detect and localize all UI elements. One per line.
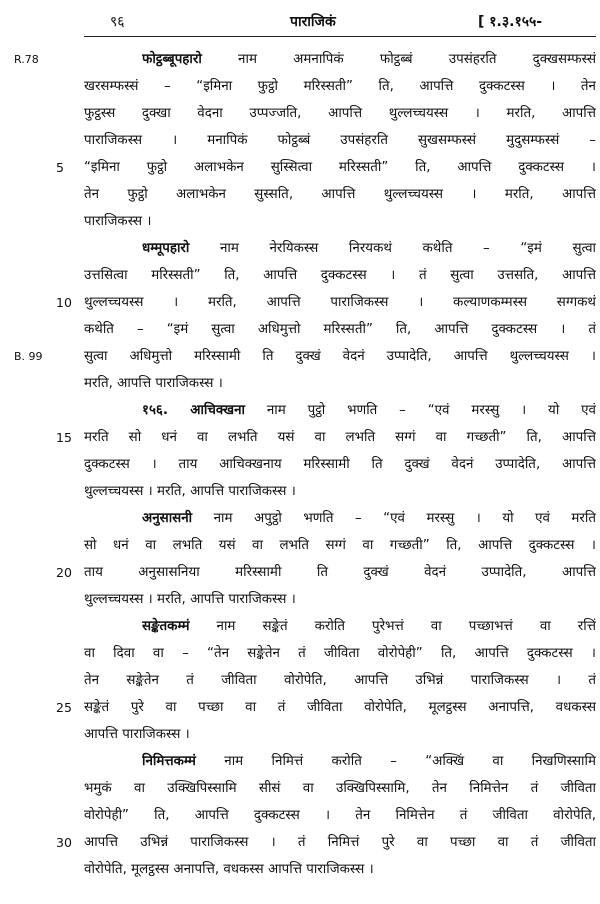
text-run: नाम नेरयिकस्स निरयकथं कथेति – “इमं सुत्वा [189,241,596,256]
text-line: फुट्ठस्स दुक्खा वेदना उप्पज्जति, आपत्ति थुल्लच्चयस्स । मरति, आपत्ति [84,106,596,121]
paragraph-headword: सङ्केतकम्मं [142,619,190,634]
paragraph-headword: निमित्तकम्मं [142,754,196,769]
page-header [0,12,600,38]
text-run: नाम अमनापिकं फोट्ठब्बं उपसंहरति दुक्खसम्फस्सं [201,52,596,67]
text-line: खरसम्फस्सं – “इमिना फुट्ठो मरिस्सती” ति, आपत्ति दुक्कटस्स । तेन [84,79,596,94]
text-line: थुल्लच्चयस्स । मरति, आपत्ति पाराजिकस्स । [84,592,296,607]
text-run: नाम अपुट्ठो भणति – “एवं मरस्सु । यो एवं मरति [192,511,596,526]
running-title: पाराजिकं [290,14,336,30]
line-number: 30 [56,835,72,850]
paragraph-headword: १५६. आचिक्खना [142,403,245,418]
text-line [142,46,596,73]
text-run: नाम सङ्केतं करोति पुरेभत्तं वा पच्छाभत्तं वा रत्तिं [189,619,596,634]
paragraph-headword: फोट्ठब्बूपहारो [142,52,202,67]
text-line [142,505,596,532]
text-line: सो धनं वा लभति यसं वा लभति सग्गं वा गच्छती” ति, आपत्ति दुक्कटस्स । [84,538,596,553]
line-number: 20 [56,565,72,580]
text-line: आपत्ति उभिन्नं पाराजिकस्स । तं निमित्तं पुरे वा पच्छा वा तं जीविता [84,835,596,850]
text-line: कथेति – “इमं सुत्वा अधिमुत्तो मरिस्सती” ति, आपत्ति दुक्कटस्स । तं [84,322,596,337]
text-line: वा दिवा वा – “तेन सङ्केतेन तं जीविता वोरोपेही” ति, आपत्ति दुक्कटस्स । [84,646,596,661]
header-rule [84,36,596,37]
text-line: तेन सङ्केतेन तं जीविता वोरोपेति, आपत्ति उभिन्नं पाराजिकस्स । तं [84,673,596,688]
edition-marker-r78: R.78 [14,53,39,66]
text-line: थुल्लच्चयस्स । मरति, आपत्ति पाराजिकस्स । कल्याणकम्मस्स सग्गकथं [84,295,596,310]
text-line: पाराजिकस्स । मनापिकं फोट्ठब्बं उपसंहरति सुखसम्फस्सं मुदुसम्फस्सं – [84,133,596,148]
text-line: मरति सो धनं वा लभति यसं वा लभति सग्गं वा गच्छती” ति, आपत्ति [84,430,596,445]
text-line: थुल्लच्चयस्स । मरति, आपत्ति पाराजिकस्स । [84,484,296,499]
text-line: सुत्वा अधिमुत्तो मरिस्सामी ति दुक्खं वेदनं उप्पादेति, आपत्ति थुल्लच्चयस्स । [84,349,596,364]
line-number: 15 [56,430,72,445]
text-line [142,397,596,424]
line-number: 5 [56,160,64,175]
line-number: 10 [56,295,72,310]
text-run: नाम पुट्ठो भणति – “एवं मरस्सु । यो एवं [244,403,596,418]
text-line: भमुकं वा उक्खिपिस्सामि सीसं वा उक्खिपिस्सामि, तेन निमित्तेन तं जीविता [84,781,596,796]
text-line [142,748,596,775]
text-line: उत्तसित्वा मरिस्सती” ति, आपत्ति दुक्कटस्स । तं सुत्वा उत्तसति, आपत्ति [84,268,596,283]
text-line [142,235,596,262]
text-line: आपत्ति पाराजिकस्स । [84,727,190,742]
paragraph-headword: धम्मूपहारो [142,241,190,256]
line-number: 25 [56,700,72,715]
text-line: सङ्केतं पुरे वा पच्छा वा तं जीविता वोरोपेति, मूलट्ठस्स अनापत्ति, वधकस्स [84,700,596,715]
text-line: वोरोपेति, मूलट्ठस्स अनापत्ति, वधकस्स आपत्ति पाराजिकस्स । [84,862,374,877]
text-run: नाम निमित्तं करोति – “अक्खिं वा निखणिस्सामि [195,754,596,769]
page-number: ९६ [110,14,125,30]
text-line: वोरोपेही” ति, आपत्ति दुक्कटस्स । तेन निमित्तेन तं जीविता वोरोपेति, [84,808,596,823]
section-reference: [ १.३.१५५- [478,14,543,30]
text-line: ताय अनुसासनिया मरिस्सामी ति दुक्खं वेदनं उप्पादेति, आपत्ति [84,565,596,580]
text-line: दुक्कटस्स । ताय आचिक्खनाय मरिस्सामी ति दुक्खं वेदनं उप्पादेति, आपत्ति [84,457,596,472]
text-line: तेन फुट्ठो अलाभकेन सुस्सति, आपत्ति थुल्लच्चयस्स । मरति, आपत्ति [84,187,596,202]
paragraph-headword: अनुसासनी [142,511,193,526]
text-line [142,613,596,640]
text-line: “इमिना फुट्ठो अलाभकेन सुस्सित्वा मरिस्सती” ति, आपत्ति दुक्कटस्स । [84,160,596,175]
text-line: मरति, आपत्ति पाराजिकस्स । [84,376,223,391]
text-line: पाराजिकस्स । [84,214,152,229]
edition-marker-b99: B. 99 [14,350,43,363]
